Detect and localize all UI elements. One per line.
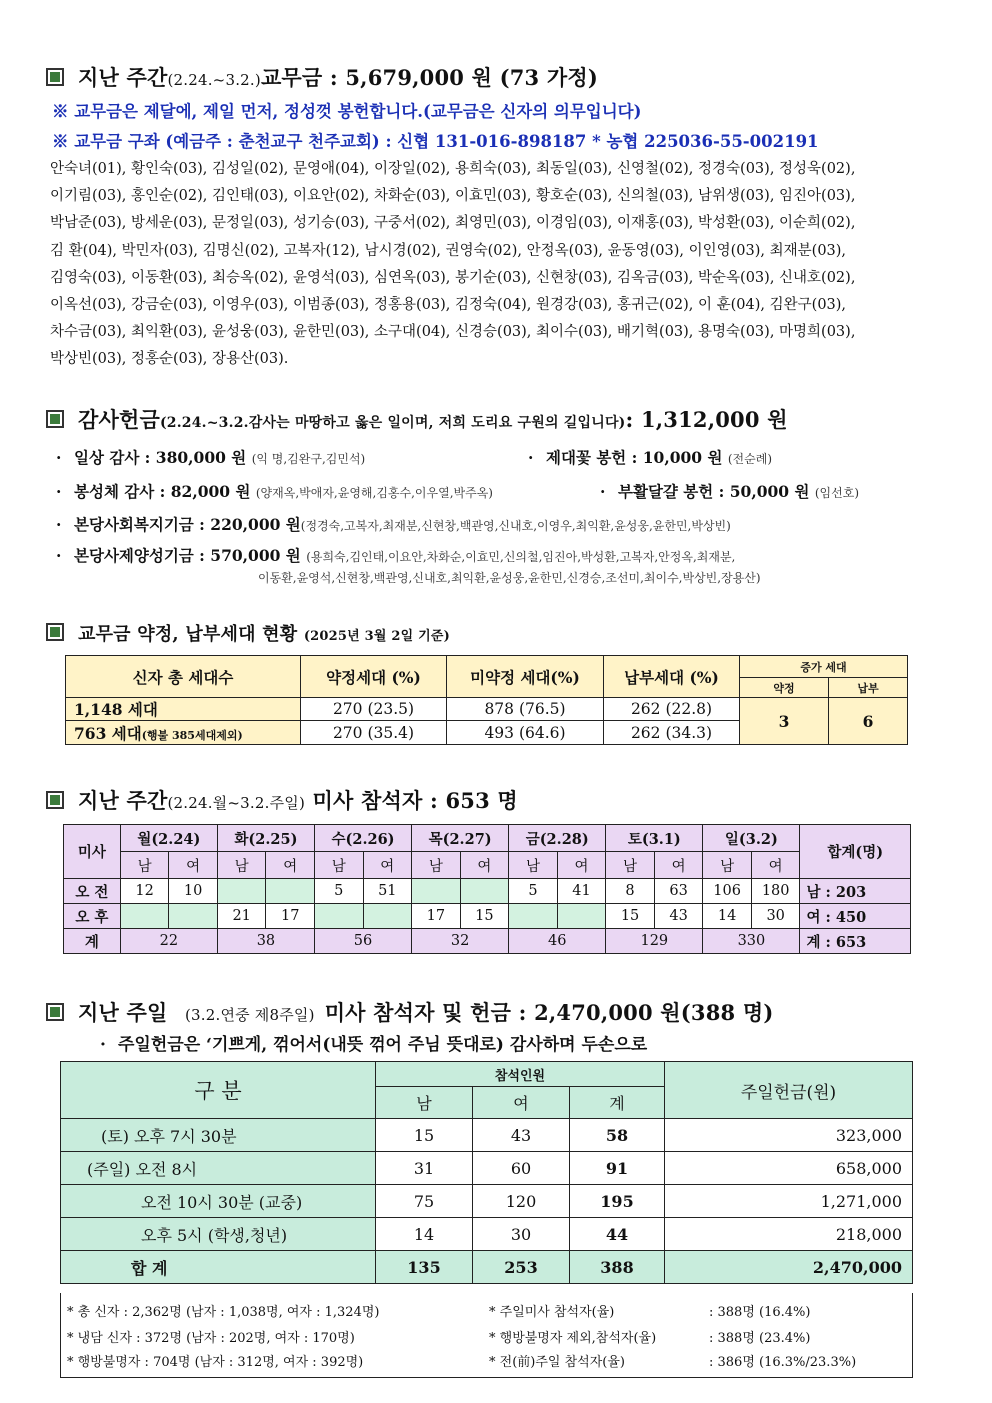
table-cell: 51 bbox=[363, 879, 412, 904]
thanks-item: · 일상 감사 : 380,000 원 (익 명,김완구,김민석) bbox=[56, 448, 366, 467]
col-header: 남 bbox=[120, 852, 169, 879]
table-cell: 493 (64.6) bbox=[447, 721, 604, 745]
table-cell: 8 bbox=[606, 879, 655, 904]
table-cell: 5 bbox=[509, 879, 558, 904]
table-cell: 17 bbox=[412, 904, 461, 929]
stat-text: * 행방불명자 제외,참석자(율) bbox=[489, 1331, 657, 1346]
sunday-mass-table bbox=[60, 1061, 913, 1284]
table-cell: 6 bbox=[829, 698, 908, 745]
table-cell: 60 bbox=[473, 1152, 570, 1185]
table-cell: 195 bbox=[570, 1185, 665, 1218]
col-header: 구 분 bbox=[61, 1062, 376, 1119]
table-cell: 763 세대(행불 385세대제외) bbox=[66, 721, 301, 745]
table-cell: 2,470,000 bbox=[665, 1251, 913, 1284]
thanks-item: · 부활달걀 봉헌 : 50,000 원 (임선호) bbox=[600, 482, 859, 501]
section-dues-title: 지난 주간(2.24.~3.2.)교무금 : 5,679,000 원 (73 가정) bbox=[46, 62, 598, 92]
table-cell: 31 bbox=[376, 1152, 473, 1185]
table-cell: 30 bbox=[751, 904, 800, 929]
table-cell bbox=[314, 904, 363, 929]
section-thanks-title: 감사헌금(2.24.~3.2.감사는 마땅하고 옳은 일이며, 저희 도리요 구원의 길입니다): 1,312,000 원 bbox=[46, 404, 788, 434]
col-header: 남 bbox=[509, 852, 558, 879]
table-cell: 56 bbox=[314, 929, 411, 954]
table-cell: 323,000 bbox=[665, 1119, 913, 1152]
col-header: 여 bbox=[557, 852, 606, 879]
name-line: 안숙녀(01), 황인숙(03), 김성일(02), 문영애(04), 이장일(02), 용희숙(03), 최동일(03), 신영철(02), 정경숙(03), 정성욱(02), bbox=[50, 161, 856, 177]
pledge-table bbox=[65, 655, 908, 745]
day-header: 토(3.1) bbox=[606, 825, 703, 852]
col-header: 참석인원 bbox=[376, 1062, 665, 1087]
table-cell: 253 bbox=[473, 1251, 570, 1284]
thanks-item: · 제대꽃 봉헌 : 10,000 원 (전순례) bbox=[528, 448, 773, 467]
table-cell: 15 bbox=[606, 904, 655, 929]
sunday-offering-note: · 주일헌금은 ‘기쁘게, 꺾어서(내뜻 꺾어 주님 뜻대로) 감사하며 두손으로 bbox=[100, 1035, 648, 1055]
col-header: 여 bbox=[266, 852, 315, 879]
table-cell: 63 bbox=[654, 879, 703, 904]
table-cell: 658,000 bbox=[665, 1152, 913, 1185]
row-label: 오전 10시 30분 (교중) bbox=[61, 1185, 376, 1218]
table-cell: 21 bbox=[217, 904, 266, 929]
total-all: 계 : 653 bbox=[800, 929, 911, 954]
row-header: 오 후 bbox=[64, 904, 121, 929]
col-header: 남 bbox=[217, 852, 266, 879]
row-header: 오 전 bbox=[64, 879, 121, 904]
stat-text: * 주일미사 참석자(율) bbox=[489, 1305, 615, 1320]
table-cell: 129 bbox=[606, 929, 703, 954]
table-cell bbox=[120, 904, 169, 929]
table-cell: 75 bbox=[376, 1185, 473, 1218]
table-cell: 330 bbox=[703, 929, 800, 954]
thanks-item: · 봉성체 감사 : 82,000 원 (양재옥,박애자,윤영해,김홍수,이우열,박주옥) bbox=[56, 482, 493, 501]
dues-notice: ※ 교무금은 제달에, 제일 먼저, 정성껏 봉헌합니다.(교무금은 신자의 의무입니다) bbox=[52, 102, 642, 121]
col-header: 미사 bbox=[64, 825, 121, 879]
col-header: 여 bbox=[654, 852, 703, 879]
table-cell bbox=[363, 904, 412, 929]
day-header: 월(2.24) bbox=[120, 825, 217, 852]
table-cell bbox=[169, 904, 218, 929]
col-header: 약정 bbox=[740, 678, 829, 698]
stat-text: * 전(前)주일 참석자(율) bbox=[489, 1355, 625, 1370]
col-header: 남 bbox=[703, 852, 752, 879]
col-header: 주일헌금(원) bbox=[665, 1062, 913, 1119]
col-header: 여 bbox=[473, 1087, 570, 1119]
table-cell: 32 bbox=[412, 929, 509, 954]
table-cell: 878 (76.5) bbox=[447, 698, 604, 721]
row-label: 합 계 bbox=[61, 1251, 376, 1284]
table-cell: 3 bbox=[740, 698, 829, 745]
table-cell: 120 bbox=[473, 1185, 570, 1218]
table-cell: 262 (34.3) bbox=[604, 721, 740, 745]
table-cell: 270 (23.5) bbox=[301, 698, 447, 721]
thanks-item: · 본당사제양성기금 : 570,000 원 (용희숙,김인태,이요안,차화순,이효민,신의철,임진아,박성환,고복자,안정옥,최재분, bbox=[56, 546, 736, 565]
col-header: 남 bbox=[314, 852, 363, 879]
table-cell: 22 bbox=[120, 929, 217, 954]
table-cell: 10 bbox=[169, 879, 218, 904]
stat-text: * 냉담 신자 : 372명 (남자 : 202명, 여자 : 170명) bbox=[67, 1331, 355, 1346]
square-bullet-icon bbox=[46, 623, 64, 641]
row-label: (토) 오후 7시 30분 bbox=[61, 1119, 376, 1152]
table-cell bbox=[217, 879, 266, 904]
table-cell: 180 bbox=[751, 879, 800, 904]
thanks-item: · 본당사회복지기금 : 220,000 원(정경숙,고복자,최재분,신현창,백관영,신내호,이영우,최익환,윤성웅,윤한민,박상빈) bbox=[56, 515, 731, 534]
table-cell: 46 bbox=[509, 929, 606, 954]
table-cell: 91 bbox=[570, 1152, 665, 1185]
name-line: 이옥선(03), 강금순(03), 이영우(03), 이범종(03), 정홍용(03), 김정숙(04), 원경강(03), 홍귀근(02), 이 훈(04), 김완구(03), bbox=[50, 297, 847, 314]
square-bullet-icon bbox=[46, 410, 64, 428]
col-header: 여 bbox=[460, 852, 509, 879]
name-line: 박상빈(03), 정홍순(03), 장용산(03). bbox=[50, 351, 289, 368]
table-cell bbox=[412, 879, 461, 904]
table-cell: 270 (35.4) bbox=[301, 721, 447, 745]
row-label: 오후 5시 (학생,청년) bbox=[61, 1218, 376, 1251]
section-pledge-title: 교무금 약정, 납부세대 현황 (2025년 3월 2일 기준) bbox=[46, 620, 450, 646]
table-cell: 15 bbox=[376, 1119, 473, 1152]
col-header: 신자 총 세대수 bbox=[66, 656, 301, 698]
table-cell: 43 bbox=[473, 1119, 570, 1152]
table-cell: 14 bbox=[376, 1218, 473, 1251]
table-cell: 58 bbox=[570, 1119, 665, 1152]
col-header: 여 bbox=[751, 852, 800, 879]
table-cell bbox=[460, 879, 509, 904]
table-cell bbox=[557, 904, 606, 929]
square-bullet-icon bbox=[46, 791, 64, 809]
name-line: 김영숙(03), 이동환(03), 최승옥(02), 윤영석(03), 심연옥(03), 봉기순(03), 신현창(03), 김옥금(03), 박순옥(03), 신내호(02), bbox=[50, 269, 856, 286]
total-male: 남 : 203 bbox=[800, 879, 911, 904]
table-cell bbox=[266, 879, 315, 904]
col-header: 납부세대 (%) bbox=[604, 656, 740, 698]
section-sunday-title: 지난 주일 (3.2.연중 제8주일) 미사 참석자 및 헌금 : 2,470,000 원(388 명) bbox=[46, 997, 774, 1027]
col-header: 납부 bbox=[829, 678, 908, 698]
col-header: 여 bbox=[169, 852, 218, 879]
table-cell bbox=[509, 904, 558, 929]
dues-name-list bbox=[50, 156, 950, 374]
col-header: 여 bbox=[363, 852, 412, 879]
col-header: 남 bbox=[412, 852, 461, 879]
table-cell: 44 bbox=[570, 1218, 665, 1251]
weekly-mass-table bbox=[63, 824, 911, 954]
square-bullet-icon bbox=[46, 68, 64, 86]
table-cell: 1,271,000 bbox=[665, 1185, 913, 1218]
day-header: 금(2.28) bbox=[509, 825, 606, 852]
name-line: 이기림(03), 홍인순(02), 김인태(03), 이요안(02), 차화순(03), 이효민(03), 황호순(03), 신의철(03), 남위생(03), 임진아(03), bbox=[50, 188, 856, 205]
row-header: 계 bbox=[64, 929, 121, 954]
day-header: 수(2.26) bbox=[314, 825, 411, 852]
day-header: 화(2.25) bbox=[217, 825, 314, 852]
col-header: 계 bbox=[570, 1087, 665, 1119]
table-cell: 41 bbox=[557, 879, 606, 904]
table-cell: 106 bbox=[703, 879, 752, 904]
table-cell: 388 bbox=[570, 1251, 665, 1284]
col-header: 남 bbox=[606, 852, 655, 879]
table-cell: 14 bbox=[703, 904, 752, 929]
table-cell: 12 bbox=[120, 879, 169, 904]
stat-text: : 386명 (16.3%/23.3%) bbox=[709, 1355, 857, 1370]
total-female: 여 : 450 bbox=[800, 904, 911, 929]
col-header: 합계(명) bbox=[800, 825, 911, 879]
col-header: 남 bbox=[376, 1087, 473, 1119]
day-header: 일(3.2) bbox=[703, 825, 800, 852]
table-cell: 5 bbox=[314, 879, 363, 904]
section-weekly-mass-title: 지난 주간(2.24.월~3.2.주일) 미사 참석자 : 653 명 bbox=[46, 785, 518, 815]
name-line: 차수금(03), 최익환(03), 윤성웅(03), 윤한민(03), 소구대(04), 신경승(03), 최이수(03), 배기혁(03), 용명숙(03), 마명희(03), bbox=[50, 324, 856, 341]
table-cell: 135 bbox=[376, 1251, 473, 1284]
table-cell: 262 (22.8) bbox=[604, 698, 740, 721]
table-cell: 218,000 bbox=[665, 1218, 913, 1251]
table-cell: 1,148 세대 bbox=[66, 698, 301, 721]
col-header: 증가 세대 bbox=[740, 656, 908, 678]
name-line: 박남준(03), 방세운(03), 문정일(03), 성기승(03), 구중서(02), 최영민(03), 이경임(03), 이재홍(03), 박성환(03), 이순희(02), bbox=[50, 215, 856, 232]
row-label: (주일) 오전 8시 bbox=[61, 1152, 376, 1185]
table-cell: 38 bbox=[217, 929, 314, 954]
name-line: 김 환(04), 박민자(03), 김명신(02), 고복자(12), 남시경(02), 권영숙(02), 안정옥(03), 윤동영(03), 이인영(03), 최재분(03), bbox=[50, 242, 847, 259]
stat-text: : 388명 (23.4%) bbox=[709, 1331, 811, 1346]
table-cell: 17 bbox=[266, 904, 315, 929]
table-cell: 30 bbox=[473, 1218, 570, 1251]
dues-account: ※ 교무금 구좌 (예금주 : 춘천교구 천주교회) : 신협 131-016-898187 * 농협 225036-55-002191 bbox=[52, 132, 819, 151]
statistics-box bbox=[60, 1293, 913, 1378]
stat-text: * 행방불명자 : 704명 (남자 : 312명, 여자 : 392명) bbox=[67, 1355, 364, 1370]
col-header: 약정세대 (%) bbox=[301, 656, 447, 698]
table-cell: 15 bbox=[460, 904, 509, 929]
table-cell: 43 bbox=[654, 904, 703, 929]
day-header: 목(2.27) bbox=[412, 825, 509, 852]
stat-text: : 388명 (16.4%) bbox=[709, 1305, 811, 1320]
square-bullet-icon bbox=[46, 1003, 64, 1021]
thanks-item-cont: 이동환,윤영석,신현창,백관영,신내호,최익환,윤성웅,윤한민,신경승,조선미,최이수,박상빈,장용산) bbox=[258, 571, 761, 585]
stat-text: * 총 신자 : 2,362명 (남자 : 1,038명, 여자 : 1,324명) bbox=[67, 1305, 380, 1320]
col-header: 미약정 세대(%) bbox=[447, 656, 604, 698]
